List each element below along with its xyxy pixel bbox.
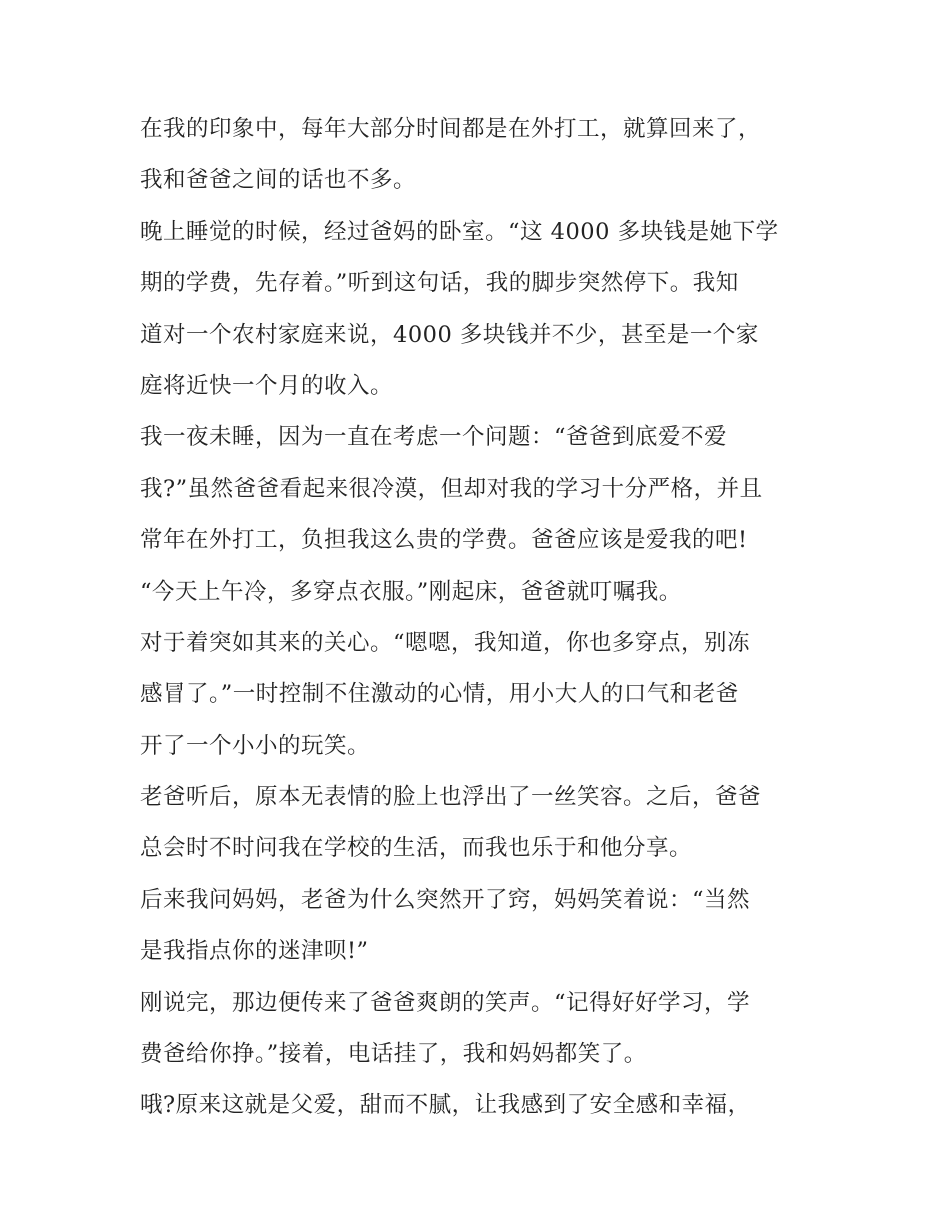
text-line: 后来我问妈妈，老爸为什么突然开了窍，妈妈笑着说：“当然 — [140, 886, 751, 913]
text-line: 是我指点你的迷津呗!” — [140, 938, 369, 965]
text-line: 费爸给你挣。”接着，电话挂了，我和妈妈都笑了。 — [140, 1041, 647, 1068]
text-line: 哦?原来这就是父爱，甜而不腻，让我感到了安全感和幸福， — [140, 1092, 751, 1119]
text-line: 常年在外打工，负担我这么贵的学费。爸爸应该是爱我的吧! — [140, 527, 748, 554]
text-line: 我?”虽然爸爸看起来很冷漠，但却对我的学习十分严格，并且 — [140, 475, 763, 502]
text-line: “今天上午冷，多穿点衣服。”刚起床，爸爸就叮嘱我。 — [140, 578, 682, 605]
text-line: 期的学费，先存着。”听到这句话，我的脚步突然停下。我知 — [140, 270, 739, 297]
text-line: 感冒了。”一时控制不住激动的心情，用小大人的口气和老爸 — [140, 681, 739, 708]
text-line: 对于着突如其来的关心。“嗯嗯，我知道，你也多穿点，别冻 — [140, 629, 751, 656]
text-line: 刚说完，那边便传来了爸爸爽朗的笑声。“记得好好学习，学 — [140, 989, 751, 1016]
essay-text — [140, 104, 820, 1132]
text-line: 我一夜未睡，因为一直在考虑一个问题：“爸爸到底爱不爱 — [140, 424, 728, 451]
text-line: 在我的印象中，每年大部分时间都是在外打工，就算回来了， — [140, 116, 762, 142]
text-line: 庭将近快一个月的收入。 — [140, 372, 394, 399]
text-line: 我和爸爸之间的话也不多。 — [140, 167, 417, 194]
text-line: 晚上睡觉的时候，经过爸妈的卧室。“这 4000 多块钱是她下学 — [140, 218, 779, 245]
text-line: 老爸听后，原本无表情的脸上也浮出了一丝笑容。之后，爸爸 — [140, 784, 762, 811]
text-line: 总会时不时问我在学校的生活，而我也乐于和他分享。 — [140, 835, 693, 862]
text-line: 道对一个农村家庭来说，4000 多块钱并不少，甚至是一个家 — [140, 321, 759, 348]
text-line: 开了一个小小的玩笑。 — [140, 732, 371, 759]
